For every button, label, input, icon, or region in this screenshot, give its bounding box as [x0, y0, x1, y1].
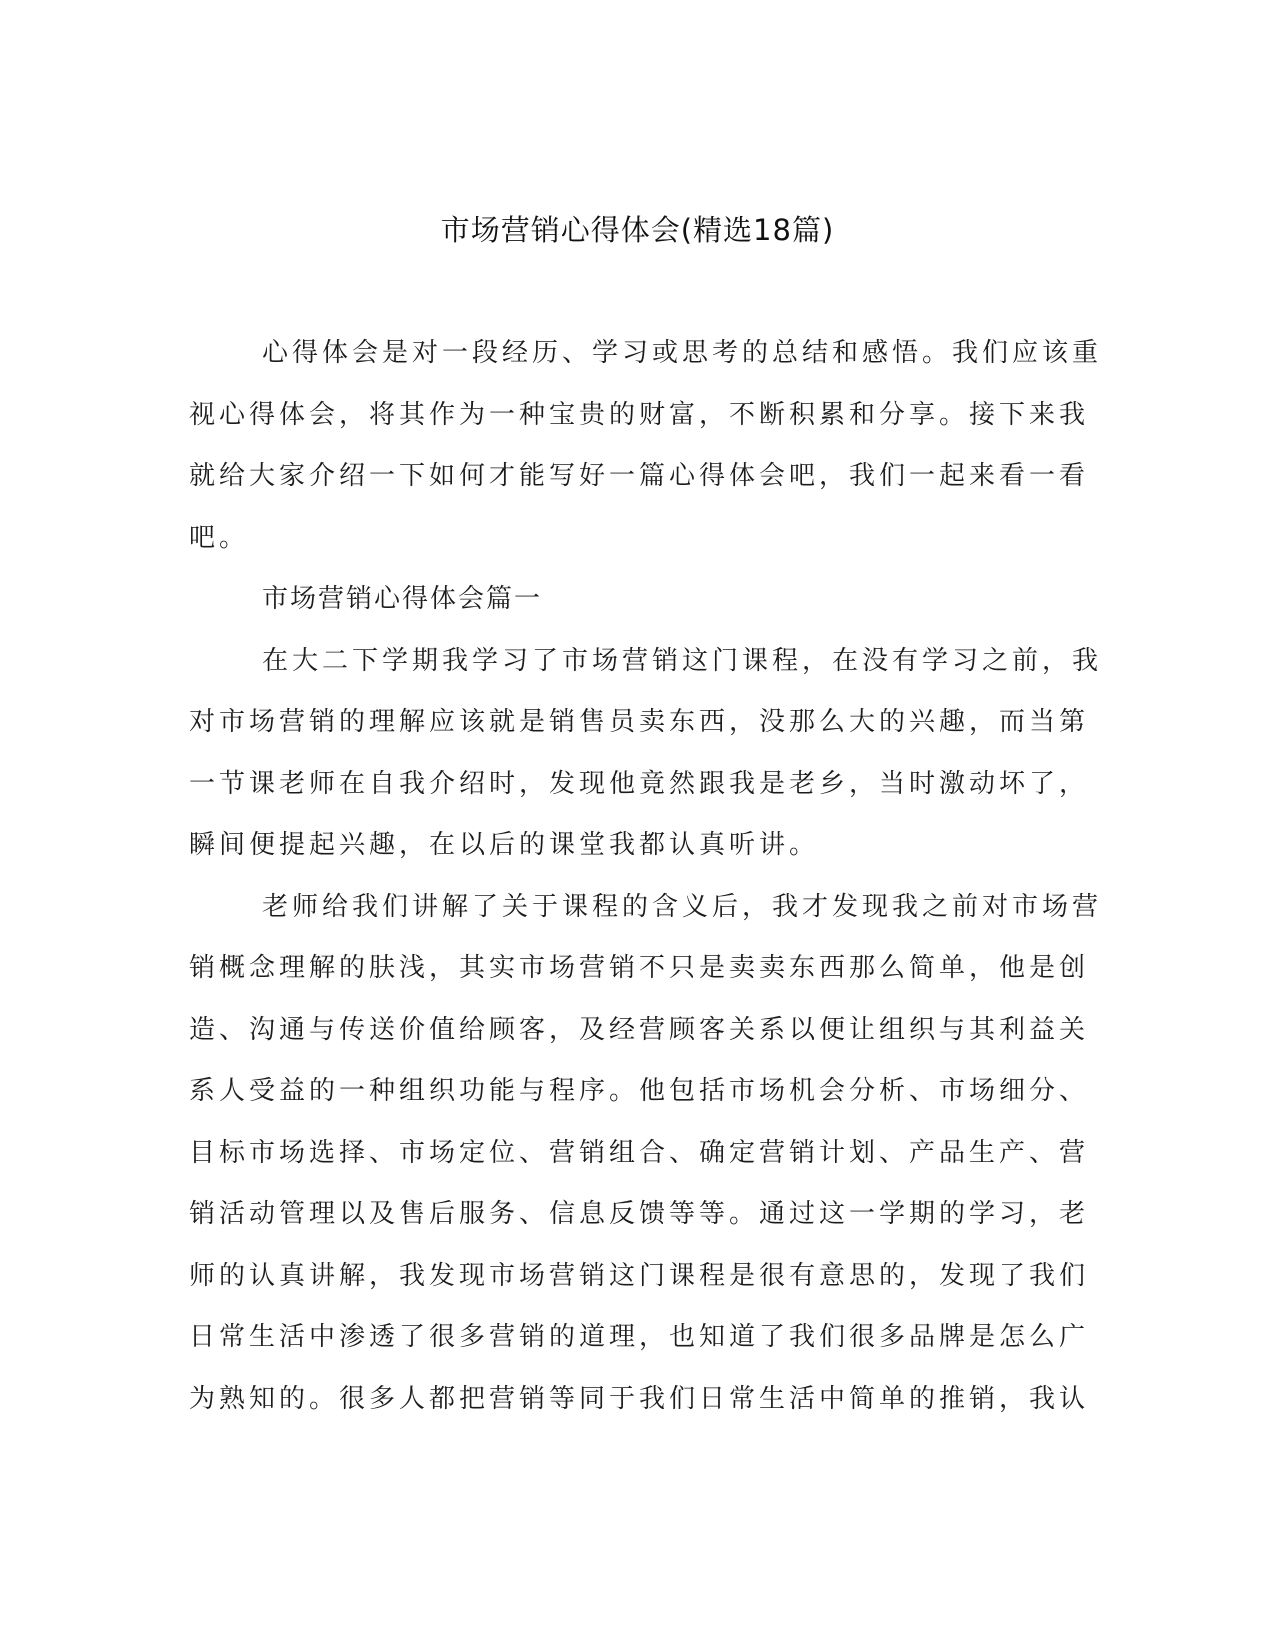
- text-line: 为熟知的。很多人都把营销等同于我们日常生活中简单的推销，我认: [189, 1383, 1090, 1414]
- text-line: 造、沟通与传送价值给顾客，及经营顾客关系以便让组织与其利益关: [189, 1014, 1090, 1045]
- text-line: 目标市场选择、市场定位、营销组合、确定营销计划、产品生产、营: [189, 1137, 1090, 1168]
- text-line: 就给大家介绍一下如何才能写好一篇心得体会吧，我们一起来看一看: [189, 461, 1090, 491]
- section-heading: 市场营销心得体会篇一: [262, 584, 543, 614]
- text-line: 吧。: [189, 522, 250, 553]
- text-line: 心得体会是对一段经历、学习或思考的总结和感悟。我们应该重: [262, 338, 1103, 368]
- text-line: 对市场营销的理解应该就是销售员卖东西，没那么大的兴趣，而当第: [189, 707, 1090, 737]
- text-line: 瞬间便提起兴趣，在以后的课堂我都认真听讲。: [189, 830, 820, 860]
- text-line: 销概念理解的肤浅，其实市场营销不只是卖卖东西那么简单，他是创: [189, 953, 1090, 983]
- text-line: 视心得体会，将其作为一种宝贵的财富，不断积累和分享。接下来我: [189, 399, 1090, 430]
- document-title: 市场营销心得体会(精选18篇): [440, 213, 835, 247]
- text-line: 系人受益的一种组织功能与程序。他包括市场机会分析、市场细分、: [189, 1076, 1090, 1106]
- text-line: 师的认真讲解，我发现市场营销这门课程是很有意思的，发现了我们: [189, 1260, 1090, 1291]
- text-line: 一节课老师在自我介绍时，发现他竟然跟我是老乡，当时激动坏了，: [189, 768, 1090, 799]
- text-line: 老师给我们讲解了关于课程的含义后，我才发现我之前对市场营: [262, 891, 1103, 922]
- text-line: 在大二下学期我学习了市场营销这门课程，在没有学习之前，我: [262, 645, 1103, 676]
- text-line: 日常生活中渗透了很多营销的道理，也知道了我们很多品牌是怎么广: [189, 1322, 1090, 1352]
- text-line: 销活动管理以及售后服务、信息反馈等等。通过这一学期的学习，老: [189, 1199, 1090, 1229]
- document-body: [189, 323, 1103, 1430]
